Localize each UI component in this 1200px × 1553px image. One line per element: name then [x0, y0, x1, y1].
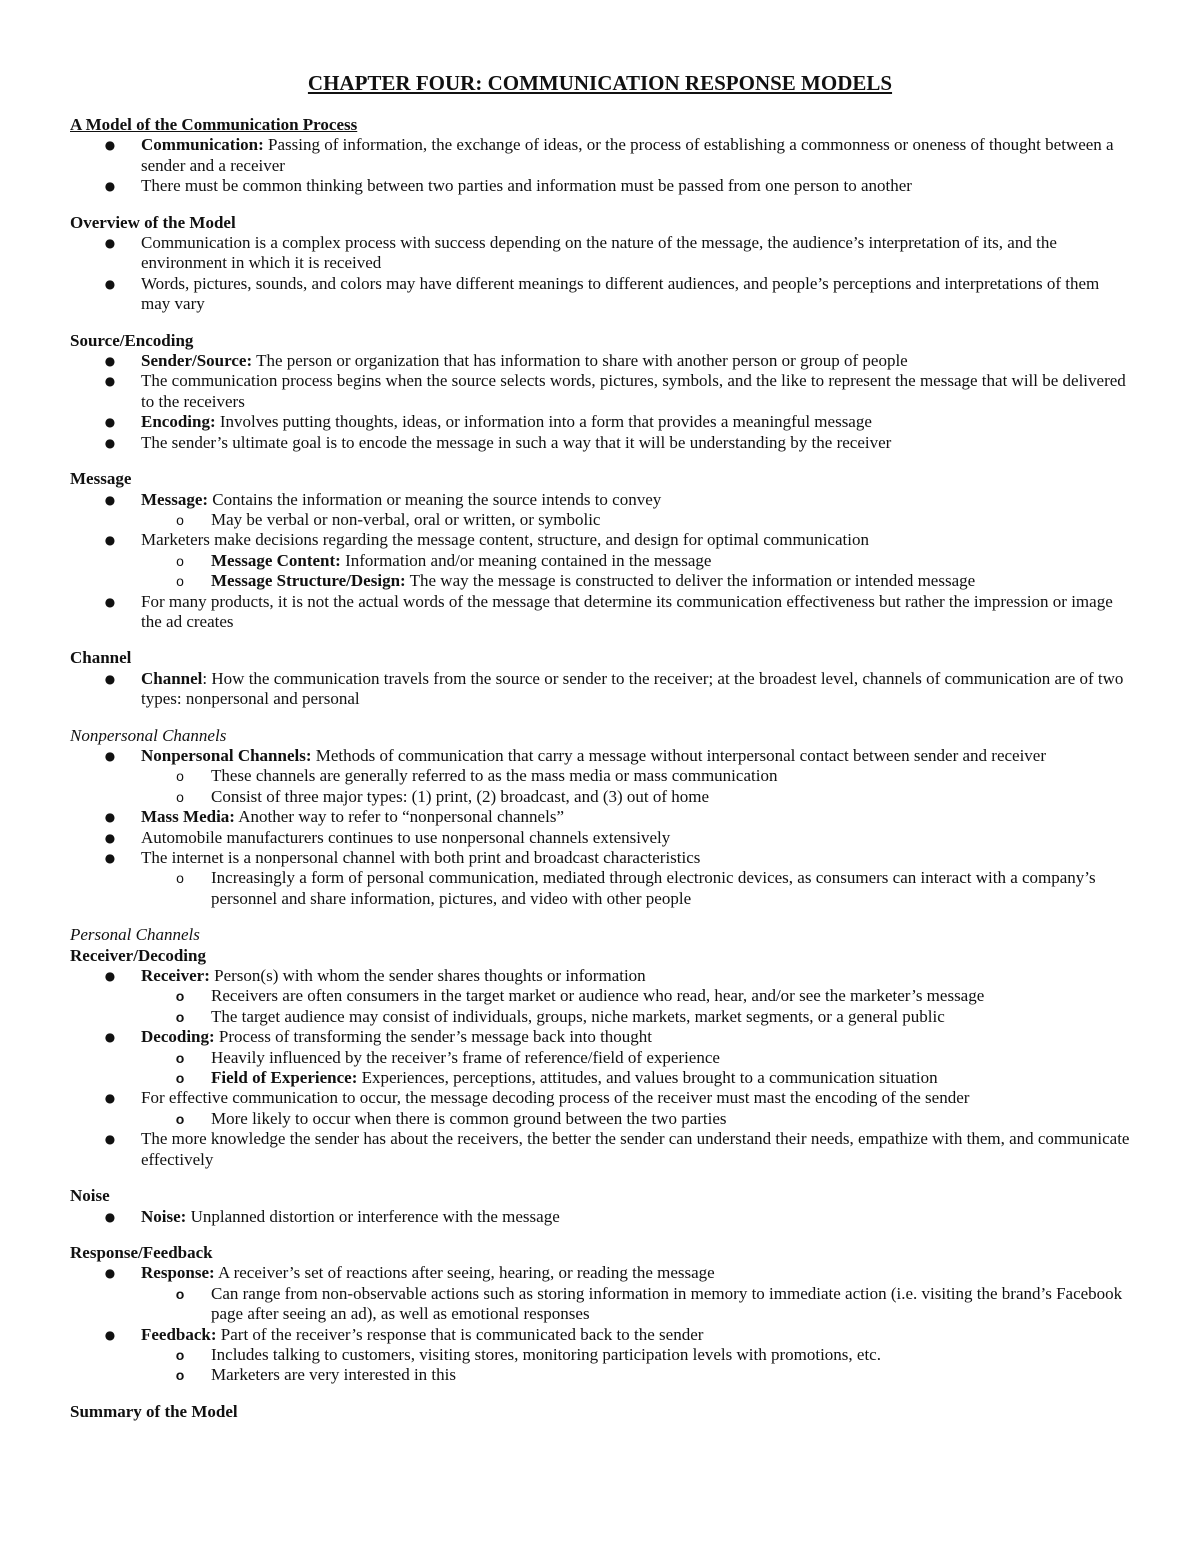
sub-bullet-item — [70, 1109, 1130, 1129]
bullet-icon: ● — [104, 138, 116, 153]
section — [70, 1186, 1130, 1227]
bullet-icon: ● — [104, 671, 116, 686]
item-text: A receiver’s set of reactions after seeing, hearing, or reading the message — [214, 1263, 715, 1283]
bullet-icon: ● — [104, 415, 116, 430]
bullet-icon: ● — [104, 1327, 116, 1342]
item-text: For many products, it is not the actual words of the message that determine its communication effectiveness but rather the impression or image the ad creates — [141, 591, 1113, 631]
section-heading: Source/Encoding — [70, 330, 194, 350]
bullet-icon: ● — [104, 594, 116, 609]
bullet-icon: ● — [104, 374, 116, 389]
circle-bullet-icon: o — [175, 1008, 185, 1025]
sub-bullet-item — [70, 510, 1130, 530]
circle-bullet-icon: o — [175, 988, 185, 1005]
item-text: Automobile manufacturers continues to use nonpersonal channels extensively — [141, 827, 671, 847]
section — [70, 331, 1130, 453]
sub-bullet-item — [70, 551, 1130, 571]
term-label: Message Structure/Design: — [211, 571, 406, 591]
bullet-item — [70, 371, 1130, 412]
sub-bullet-item — [70, 1048, 1130, 1068]
item-text: Part of the receiver’s response that is communicated back to the sender — [216, 1324, 704, 1344]
item-text: Heavily influenced by the receiver’s frame of reference/field of experience — [211, 1047, 720, 1067]
item-text: Person(s) with whom the sender shares thoughts or information — [209, 966, 646, 986]
bullet-item — [70, 1207, 1130, 1227]
section — [70, 1243, 1130, 1386]
term-label: Receiver: — [141, 966, 210, 986]
item-text: Experiences, perceptions, attitudes, and values brought to a communication situation — [357, 1068, 938, 1088]
bullet-icon: ● — [104, 810, 116, 825]
item-text: The internet is a nonpersonal channel with both print and broadcast characteristics — [141, 848, 701, 867]
document-body — [70, 115, 1130, 1422]
bullet-icon: ● — [104, 435, 116, 450]
bullet-list — [70, 669, 1130, 710]
item-text: Methods of communication that carry a message without interpersonal contact between sender and receiver — [311, 745, 1047, 765]
section — [70, 925, 1130, 1170]
circle-bullet-icon: o — [176, 768, 184, 785]
item-text: Involves putting thoughts, ideas, or information into a form that provides a meaningful message — [215, 412, 872, 432]
section — [70, 726, 1130, 910]
bullet-item — [70, 135, 1130, 176]
item-text: Can range from non-observable actions such as storing information in memory to immediate action (i.e. visiting the brand’s Facebook page after seeing an ad), as well as emotional responses — [211, 1283, 1123, 1324]
section — [70, 469, 1130, 632]
section-heading: A Model of the Communication Process — [70, 115, 358, 134]
term-label: Noise: — [141, 1206, 187, 1226]
circle-bullet-icon: o — [175, 1070, 185, 1087]
item-text: Consist of three major types: (1) print, (2) broadcast, and (3) out of home — [211, 786, 710, 806]
item-text: Unplanned distortion or interference with the message — [186, 1206, 560, 1226]
item-text: May be verbal or non-verbal, oral or written, or symbolic — [211, 509, 601, 529]
item-text: The person or organization that has information to share with another person or group of people — [252, 351, 908, 371]
bullet-icon: ● — [104, 830, 116, 845]
section-heading: Channel — [70, 648, 132, 668]
section-subheading: Nonpersonal Channels — [70, 725, 227, 745]
bullet-icon: ● — [104, 492, 116, 507]
item-text: The target audience may consist of individuals, groups, niche markets, market segments, or a general public — [211, 1006, 945, 1026]
bullet-icon: ● — [104, 1030, 116, 1045]
section — [70, 213, 1130, 315]
item-text: Marketers make decisions regarding the message content, structure, and design for optimal communication — [141, 530, 869, 550]
section-heading: Summary of the Model — [70, 1401, 238, 1421]
bullet-item — [70, 807, 1130, 827]
term-label: Mass Media: — [141, 807, 235, 827]
circle-bullet-icon: o — [175, 1367, 185, 1384]
bullet-item — [70, 1129, 1130, 1170]
bullet-list — [70, 746, 1130, 909]
item-text: These channels are generally referred to as the mass media or mass communication — [211, 766, 778, 786]
item-text: : How the communication travels from the source or sender to the receiver; at the broadest level, channels of communication are of two types: nonpersonal and personal — [141, 668, 1124, 709]
bullet-icon: ● — [104, 1266, 116, 1281]
sub-bullet-item — [70, 1284, 1130, 1325]
section — [70, 648, 1130, 709]
bullet-icon: ● — [104, 851, 116, 865]
section-heading: Message — [70, 469, 132, 489]
bullet-icon: ● — [104, 533, 116, 548]
item-text: Marketers are very interested in this — [211, 1365, 456, 1385]
sub-bullet-item — [70, 1007, 1130, 1027]
bullet-item — [70, 490, 1130, 510]
item-text: Another way to refer to “nonpersonal channels” — [234, 807, 564, 827]
bullet-list — [70, 1263, 1130, 1385]
term-label: Nonpersonal Channels: — [141, 745, 312, 765]
item-text: The communication process begins when the source selects words, pictures, symbols, and the like to represent the message that will be delivered to the receivers — [141, 371, 1126, 411]
circle-bullet-icon: o — [175, 1110, 185, 1127]
bullet-list — [70, 490, 1130, 633]
item-text: Information and/or meaning contained in the message — [340, 550, 712, 570]
bullet-item — [70, 828, 1130, 848]
section — [70, 1402, 1130, 1422]
term-label: Channel — [141, 668, 203, 688]
bullet-item — [70, 1263, 1130, 1283]
item-text: There must be common thinking between two parties and information must be passed from one person to another — [141, 176, 912, 196]
sub-bullet-item — [70, 1345, 1130, 1365]
circle-bullet-icon: o — [175, 1285, 185, 1302]
circle-bullet-icon: o — [176, 788, 184, 805]
bullet-item — [70, 592, 1130, 633]
sub-bullet-item — [70, 787, 1130, 807]
bullet-item — [70, 274, 1130, 315]
bullet-icon: ● — [104, 1209, 116, 1224]
bullet-item — [70, 1325, 1130, 1345]
circle-bullet-icon: o — [175, 1346, 185, 1363]
bullet-icon: ● — [104, 276, 116, 291]
bullet-list — [70, 351, 1130, 453]
section-heading: Noise — [70, 1186, 110, 1206]
bullet-list — [70, 1207, 1130, 1227]
term-label: Feedback: — [141, 1324, 217, 1344]
sub-bullet-item — [70, 1068, 1130, 1088]
term-label: Sender/Source: — [141, 351, 253, 371]
item-text: Contains the information or meaning the source intends to convey — [208, 489, 662, 509]
bullet-item — [70, 433, 1130, 453]
bullet-item — [70, 1027, 1130, 1047]
term-label: Response: — [141, 1263, 215, 1283]
item-text: Includes talking to customers, visiting stores, monitoring participation levels with promotions, etc. — [211, 1344, 881, 1364]
item-text: The sender’s ultimate goal is to encode the message in such a way that it will be understanding by the receiver — [141, 432, 892, 452]
sub-bullet-item — [70, 571, 1130, 591]
item-text: More likely to occur when there is common ground between the two parties — [211, 1108, 727, 1128]
item-text: The way the message is constructed to deliver the information or intended message — [405, 571, 976, 591]
circle-bullet-icon: o — [175, 1049, 185, 1066]
circle-bullet-icon: o — [176, 573, 184, 590]
item-text: Increasingly a form of personal communication, mediated through electronic devices, as consumers can interact with a company’s personnel and share information, pictures, and video with other people — [211, 868, 1096, 908]
bullet-icon: ● — [104, 179, 116, 194]
bullet-icon: ● — [104, 748, 116, 763]
bullet-item — [70, 746, 1130, 766]
bullet-item — [70, 669, 1130, 710]
item-text: Words, pictures, sounds, and colors may have different meanings to different audiences, and people’s perceptions and interpretations of them may vary — [141, 273, 1100, 314]
bullet-icon: ● — [104, 354, 116, 369]
bullet-item — [70, 530, 1130, 550]
item-text: The more knowledge the sender has about the receivers, the better the sender can understand their needs, empathize with them, and communicate effectively — [141, 1129, 1130, 1169]
item-text: Receivers are often consumers in the target market or audience who read, hear, and/or see the marketer’s message — [211, 986, 985, 1006]
bullet-item — [70, 1088, 1130, 1108]
term-label: Field of Experience: — [211, 1068, 358, 1088]
section-heading: Receiver/Decoding — [70, 945, 206, 965]
bullet-icon: ● — [104, 969, 116, 984]
bullet-list — [70, 233, 1130, 315]
bullet-icon: ● — [104, 1132, 116, 1147]
circle-bullet-icon: o — [176, 552, 184, 569]
item-text: Process of transforming the sender’s message back into thought — [214, 1027, 653, 1047]
term-label: Message: — [141, 489, 209, 509]
sub-bullet-item — [70, 986, 1130, 1006]
sub-bullet-item — [70, 766, 1130, 786]
bullet-item — [70, 412, 1130, 432]
bullet-icon: ● — [104, 236, 116, 251]
sub-bullet-item — [70, 1365, 1130, 1385]
document-title: CHAPTER FOUR: COMMUNICATION RESPONSE MODELS — [307, 71, 893, 95]
bullet-list — [70, 966, 1130, 1170]
bullet-list — [70, 135, 1130, 196]
section — [70, 115, 1130, 197]
term-label: Message Content: — [211, 550, 341, 570]
item-text: Communication is a complex process with success depending on the nature of the message, the audience’s interpretation of its, and the environment in which it is received — [141, 233, 1057, 273]
term-label: Encoding: — [141, 412, 216, 432]
section-heading: Overview of the Model — [70, 212, 236, 232]
section-heading: Response/Feedback — [70, 1242, 213, 1262]
term-label: Decoding: — [141, 1027, 215, 1047]
bullet-item — [70, 966, 1130, 986]
term-label: Communication: — [141, 135, 264, 155]
bullet-item — [70, 351, 1130, 371]
bullet-item — [70, 233, 1130, 274]
circle-bullet-icon: o — [176, 511, 184, 528]
bullet-item — [70, 848, 1130, 868]
bullet-item — [70, 176, 1130, 196]
item-text: For effective communication to occur, the message decoding process of the receiver must mast the encoding of the sender — [141, 1088, 970, 1108]
bullet-icon: ● — [104, 1091, 116, 1106]
item-text: Passing of information, the exchange of ideas, or the process of establishing a commonness or oneness of thought between a sender and a receiver — [141, 135, 1114, 175]
section-subheading: Personal Channels — [70, 925, 200, 945]
sub-bullet-item — [70, 868, 1130, 909]
circle-bullet-icon: o — [176, 870, 184, 887]
